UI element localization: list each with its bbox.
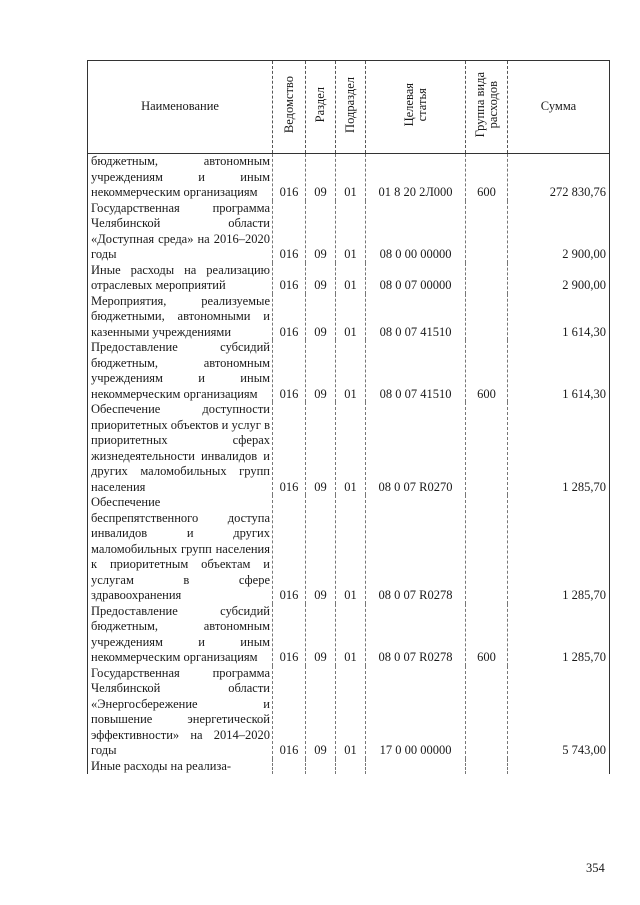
cell-podrazdel: 01 [336,604,366,666]
cell-podrazdel: 01 [336,402,366,495]
cell-vedomstvo [273,759,306,775]
cell-podrazdel [336,759,366,775]
cell-razdel: 09 [306,340,336,402]
cell-celevaya-statya: 08 0 07 00000 [366,263,466,294]
table-body [88,154,610,775]
table-row [88,666,610,759]
cell-summa: 2 900,00 [508,201,610,263]
cell-gruppa-vida: 600 [466,154,508,201]
cell-vedomstvo: 016 [273,294,306,341]
cell-summa: 1 285,70 [508,604,610,666]
cell-celevaya-statya: 08 0 07 R0270 [366,402,466,495]
cell-podrazdel: 01 [336,201,366,263]
cell-vedomstvo: 016 [273,495,306,604]
header-celevaya-text: Целевая статья [401,83,429,127]
header-razdel [306,61,336,154]
cell-summa: 1 285,70 [508,495,610,604]
cell-vedomstvo: 016 [273,263,306,294]
cell-podrazdel: 01 [336,294,366,341]
cell-gruppa-vida [466,759,508,775]
table-row [88,495,610,604]
cell-name: Иные расходы на реализа- [88,759,273,775]
cell-razdel: 09 [306,154,336,201]
cell-celevaya-statya: 08 0 07 41510 [366,340,466,402]
table-row [88,201,610,263]
cell-vedomstvo: 016 [273,666,306,759]
cell-summa: 1 614,30 [508,340,610,402]
cell-gruppa-vida [466,294,508,341]
cell-summa [508,759,610,775]
table-row [88,294,610,341]
table-row [88,402,610,495]
header-podrazdel [336,61,366,154]
header-gruppa-vida [466,61,508,154]
cell-name: Предоставление субсидий бюджетным, автономным учреждениям и иным некоммерческим организациям [88,340,273,402]
header-gruppa-text: Группа вида расходов [472,72,500,138]
cell-razdel: 09 [306,201,336,263]
cell-celevaya-statya: 08 0 07 R0278 [366,495,466,604]
budget-table [87,60,610,774]
cell-gruppa-vida [466,495,508,604]
cell-gruppa-vida [466,402,508,495]
cell-razdel [306,759,336,775]
header-name [88,61,273,154]
cell-razdel: 09 [306,604,336,666]
cell-celevaya-statya: 08 0 07 41510 [366,294,466,341]
header-name-text: Наименование [141,99,219,114]
header-razdel-text: Раздел [313,87,327,123]
header-celevaya-statya [366,61,466,154]
table-row [88,604,610,666]
cell-vedomstvo: 016 [273,201,306,263]
table-row [88,759,610,775]
cell-name: бюджетным, автономным учреждениям и иным некоммерческим организациям [88,154,273,201]
cell-summa: 272 830,76 [508,154,610,201]
cell-name: Предоставление субсидий бюджетным, автономным учреждениям и иным некоммерческим организациям [88,604,273,666]
cell-podrazdel: 01 [336,263,366,294]
cell-name: Мероприятия, реализуемые бюджетными, автономными и казенными учреждениями [88,294,273,341]
cell-gruppa-vida [466,263,508,294]
cell-vedomstvo: 016 [273,154,306,201]
header-vedomstvo [273,61,306,154]
cell-razdel: 09 [306,402,336,495]
cell-vedomstvo: 016 [273,604,306,666]
cell-podrazdel: 01 [336,340,366,402]
table-header-row [88,61,610,154]
header-summa [508,61,610,154]
cell-podrazdel: 01 [336,154,366,201]
cell-name: Обеспечение доступности приоритетных объектов и услуг в приоритетных сферах жизнедеятельности инвалидов и других маломобильных групп населения [88,402,273,495]
cell-gruppa-vida [466,666,508,759]
cell-podrazdel: 01 [336,666,366,759]
cell-podrazdel: 01 [336,495,366,604]
cell-name: Государственная программа Челябинской области «Энергосбережение и повышение энергетической эффективности» на 2014–2020 годы [88,666,273,759]
cell-summa: 2 900,00 [508,263,610,294]
cell-razdel: 09 [306,495,336,604]
cell-razdel: 09 [306,666,336,759]
cell-name: Государственная программа Челябинской области «Доступная среда» на 2016–2020 годы [88,201,273,263]
cell-summa: 5 743,00 [508,666,610,759]
cell-vedomstvo: 016 [273,402,306,495]
cell-summa: 1 614,30 [508,294,610,341]
cell-summa: 1 285,70 [508,402,610,495]
header-summa-text: Сумма [540,99,577,114]
cell-celevaya-statya: 01 8 20 2Л000 [366,154,466,201]
cell-celevaya-statya: 08 0 07 R0278 [366,604,466,666]
page-number: 354 [586,861,605,875]
cell-celevaya-statya [366,759,466,775]
table-row [88,340,610,402]
header-vedomstvo-text: Ведомство [281,76,296,134]
cell-razdel: 09 [306,294,336,341]
cell-gruppa-vida: 600 [466,340,508,402]
table-row [88,154,610,201]
cell-name: Иные расходы на реализацию отраслевых мероприятий [88,263,273,294]
cell-name: Обеспечение беспрепятственного доступа инвалидов и других маломобильных групп населения к приоритетным объектам и услугам в сфере здравоохранения [88,495,273,604]
header-podrazdel-text: Подраздел [343,76,357,133]
cell-razdel: 09 [306,263,336,294]
cell-gruppa-vida: 600 [466,604,508,666]
table-row [88,263,610,294]
cell-vedomstvo: 016 [273,340,306,402]
cell-celevaya-statya: 17 0 00 00000 [366,666,466,759]
cell-gruppa-vida [466,201,508,263]
cell-celevaya-statya: 08 0 00 00000 [366,201,466,263]
